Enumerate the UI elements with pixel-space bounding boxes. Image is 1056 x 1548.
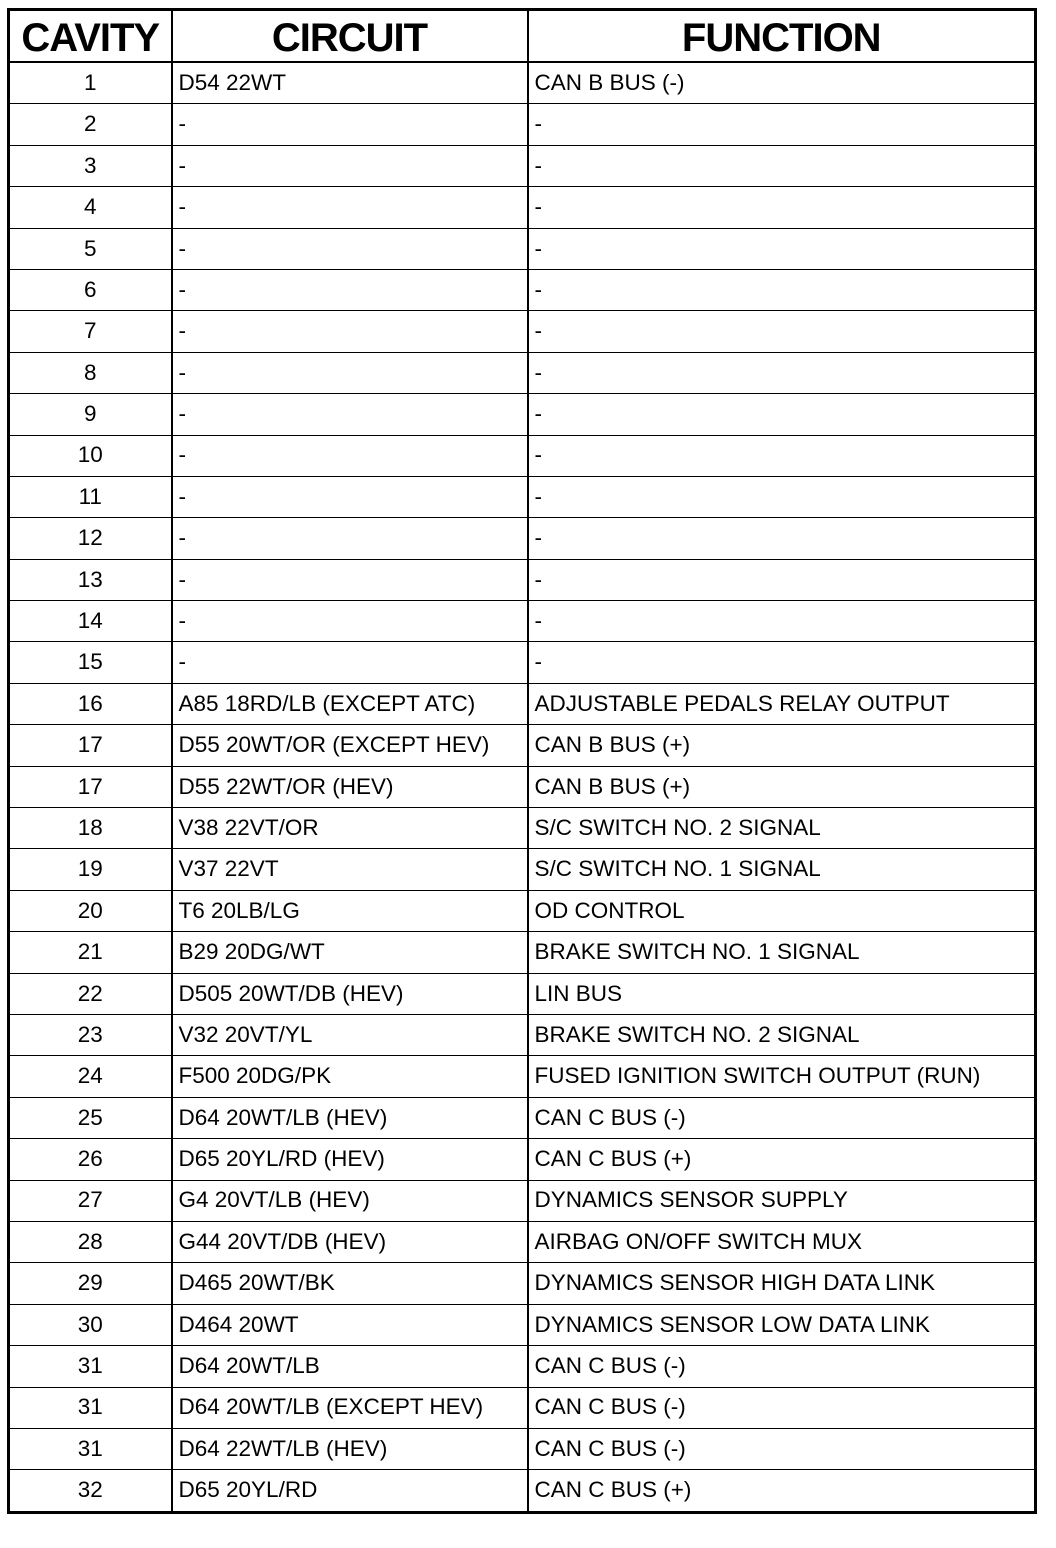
cavity-cell: 10 bbox=[9, 435, 172, 476]
table-row bbox=[9, 1346, 1036, 1387]
table-row bbox=[9, 1470, 1036, 1512]
cavity-cell: 30 bbox=[9, 1304, 172, 1345]
table-row bbox=[9, 1387, 1036, 1428]
table-row bbox=[9, 62, 1036, 104]
table-row bbox=[9, 435, 1036, 476]
function-cell: CAN C BUS (-) bbox=[528, 1387, 1036, 1428]
circuit-cell: G4 20VT/LB (HEV) bbox=[172, 1180, 528, 1221]
table-row bbox=[9, 311, 1036, 352]
function-cell: CAN C BUS (-) bbox=[528, 1346, 1036, 1387]
cavity-cell: 25 bbox=[9, 1097, 172, 1138]
header-row bbox=[9, 10, 1036, 63]
cavity-cell: 11 bbox=[9, 476, 172, 517]
cavity-cell: 26 bbox=[9, 1139, 172, 1180]
table-row bbox=[9, 1056, 1036, 1097]
function-cell: - bbox=[528, 187, 1036, 228]
cavity-cell: 3 bbox=[9, 145, 172, 186]
circuit-cell: - bbox=[172, 394, 528, 435]
function-cell: - bbox=[528, 269, 1036, 310]
function-cell: CAN B BUS (-) bbox=[528, 62, 1036, 104]
table-row bbox=[9, 890, 1036, 931]
function-cell: CAN C BUS (-) bbox=[528, 1097, 1036, 1138]
function-cell: BRAKE SWITCH NO. 1 SIGNAL bbox=[528, 932, 1036, 973]
table-row bbox=[9, 1263, 1036, 1304]
circuit-cell: G44 20VT/DB (HEV) bbox=[172, 1221, 528, 1262]
cavity-cell: 17 bbox=[9, 725, 172, 766]
function-cell: - bbox=[528, 394, 1036, 435]
cavity-cell: 27 bbox=[9, 1180, 172, 1221]
circuit-cell: D64 22WT/LB (HEV) bbox=[172, 1428, 528, 1469]
function-cell: LIN BUS bbox=[528, 973, 1036, 1014]
circuit-cell: A85 18RD/LB (EXCEPT ATC) bbox=[172, 683, 528, 724]
circuit-cell: - bbox=[172, 518, 528, 559]
cavity-cell: 32 bbox=[9, 1470, 172, 1512]
circuit-cell: - bbox=[172, 187, 528, 228]
table-row bbox=[9, 1097, 1036, 1138]
table-row bbox=[9, 1304, 1036, 1345]
function-cell: FUSED IGNITION SWITCH OUTPUT (RUN) bbox=[528, 1056, 1036, 1097]
function-cell: CAN B BUS (+) bbox=[528, 766, 1036, 807]
cavity-cell: 31 bbox=[9, 1428, 172, 1469]
circuit-cell: D55 22WT/OR (HEV) bbox=[172, 766, 528, 807]
cavity-cell: 2 bbox=[9, 104, 172, 145]
function-cell: S/C SWITCH NO. 1 SIGNAL bbox=[528, 849, 1036, 890]
function-cell: - bbox=[528, 352, 1036, 393]
cavity-cell: 29 bbox=[9, 1263, 172, 1304]
cavity-cell: 7 bbox=[9, 311, 172, 352]
cavity-cell: 16 bbox=[9, 683, 172, 724]
circuit-cell: - bbox=[172, 228, 528, 269]
table-row bbox=[9, 187, 1036, 228]
table-row bbox=[9, 808, 1036, 849]
table-row bbox=[9, 228, 1036, 269]
circuit-cell: T6 20LB/LG bbox=[172, 890, 528, 931]
function-cell: DYNAMICS SENSOR LOW DATA LINK bbox=[528, 1304, 1036, 1345]
table-row bbox=[9, 1221, 1036, 1262]
circuit-cell: D64 20WT/LB (EXCEPT HEV) bbox=[172, 1387, 528, 1428]
function-cell: BRAKE SWITCH NO. 2 SIGNAL bbox=[528, 1014, 1036, 1055]
cavity-cell: 31 bbox=[9, 1387, 172, 1428]
circuit-cell: D464 20WT bbox=[172, 1304, 528, 1345]
circuit-cell: D55 20WT/OR (EXCEPT HEV) bbox=[172, 725, 528, 766]
cavity-cell: 5 bbox=[9, 228, 172, 269]
function-cell: DYNAMICS SENSOR SUPPLY bbox=[528, 1180, 1036, 1221]
cavity-cell: 19 bbox=[9, 849, 172, 890]
table-row bbox=[9, 1139, 1036, 1180]
circuit-cell: D505 20WT/DB (HEV) bbox=[172, 973, 528, 1014]
header-circuit: CIRCUIT bbox=[172, 10, 528, 63]
header-function: FUNCTION bbox=[528, 10, 1036, 63]
circuit-cell: D65 20YL/RD bbox=[172, 1470, 528, 1512]
cavity-cell: 21 bbox=[9, 932, 172, 973]
function-cell: CAN C BUS (-) bbox=[528, 1428, 1036, 1469]
table-row bbox=[9, 352, 1036, 393]
table-row bbox=[9, 973, 1036, 1014]
circuit-cell: - bbox=[172, 269, 528, 310]
cavity-cell: 24 bbox=[9, 1056, 172, 1097]
cavity-cell: 31 bbox=[9, 1346, 172, 1387]
table-row bbox=[9, 145, 1036, 186]
cavity-cell: 20 bbox=[9, 890, 172, 931]
table-row bbox=[9, 518, 1036, 559]
function-cell: - bbox=[528, 145, 1036, 186]
circuit-cell: F500 20DG/PK bbox=[172, 1056, 528, 1097]
cavity-cell: 12 bbox=[9, 518, 172, 559]
cavity-cell: 4 bbox=[9, 187, 172, 228]
cavity-cell: 13 bbox=[9, 559, 172, 600]
table-row bbox=[9, 725, 1036, 766]
circuit-cell: - bbox=[172, 642, 528, 683]
function-cell: - bbox=[528, 559, 1036, 600]
table-row bbox=[9, 642, 1036, 683]
table-row bbox=[9, 849, 1036, 890]
table-body bbox=[9, 62, 1036, 1512]
circuit-cell: D54 22WT bbox=[172, 62, 528, 104]
circuit-cell: D64 20WT/LB bbox=[172, 1346, 528, 1387]
cavity-cell: 1 bbox=[9, 62, 172, 104]
cavity-cell: 17 bbox=[9, 766, 172, 807]
function-cell: CAN C BUS (+) bbox=[528, 1470, 1036, 1512]
circuit-cell: V32 20VT/YL bbox=[172, 1014, 528, 1055]
function-cell: - bbox=[528, 476, 1036, 517]
function-cell: CAN B BUS (+) bbox=[528, 725, 1036, 766]
function-cell: - bbox=[528, 311, 1036, 352]
table-row bbox=[9, 601, 1036, 642]
circuit-cell: - bbox=[172, 435, 528, 476]
connector-pinout-table bbox=[7, 8, 1037, 1514]
cavity-cell: 23 bbox=[9, 1014, 172, 1055]
circuit-cell: D65 20YL/RD (HEV) bbox=[172, 1139, 528, 1180]
cavity-cell: 22 bbox=[9, 973, 172, 1014]
circuit-cell: - bbox=[172, 476, 528, 517]
table-row bbox=[9, 766, 1036, 807]
function-cell: - bbox=[528, 435, 1036, 476]
function-cell: AIRBAG ON/OFF SWITCH MUX bbox=[528, 1221, 1036, 1262]
cavity-cell: 28 bbox=[9, 1221, 172, 1262]
function-cell: - bbox=[528, 518, 1036, 559]
table-row bbox=[9, 476, 1036, 517]
circuit-cell: D465 20WT/BK bbox=[172, 1263, 528, 1304]
cavity-cell: 14 bbox=[9, 601, 172, 642]
circuit-cell: D64 20WT/LB (HEV) bbox=[172, 1097, 528, 1138]
cavity-cell: 8 bbox=[9, 352, 172, 393]
cavity-cell: 15 bbox=[9, 642, 172, 683]
table-row bbox=[9, 104, 1036, 145]
function-cell: DYNAMICS SENSOR HIGH DATA LINK bbox=[528, 1263, 1036, 1304]
header-cavity: CAVITY bbox=[9, 10, 172, 63]
circuit-cell: - bbox=[172, 559, 528, 600]
function-cell: CAN C BUS (+) bbox=[528, 1139, 1036, 1180]
cavity-cell: 9 bbox=[9, 394, 172, 435]
circuit-cell: - bbox=[172, 311, 528, 352]
table-row bbox=[9, 269, 1036, 310]
circuit-cell: - bbox=[172, 104, 528, 145]
circuit-cell: - bbox=[172, 352, 528, 393]
circuit-cell: B29 20DG/WT bbox=[172, 932, 528, 973]
function-cell: ADJUSTABLE PEDALS RELAY OUTPUT bbox=[528, 683, 1036, 724]
table-row bbox=[9, 932, 1036, 973]
table-row bbox=[9, 1428, 1036, 1469]
circuit-cell: V38 22VT/OR bbox=[172, 808, 528, 849]
function-cell: - bbox=[528, 642, 1036, 683]
function-cell: - bbox=[528, 601, 1036, 642]
table-row bbox=[9, 683, 1036, 724]
table-row bbox=[9, 559, 1036, 600]
table-row bbox=[9, 394, 1036, 435]
circuit-cell: - bbox=[172, 601, 528, 642]
cavity-cell: 6 bbox=[9, 269, 172, 310]
cavity-cell: 18 bbox=[9, 808, 172, 849]
function-cell: S/C SWITCH NO. 2 SIGNAL bbox=[528, 808, 1036, 849]
circuit-cell: V37 22VT bbox=[172, 849, 528, 890]
table-row bbox=[9, 1180, 1036, 1221]
circuit-cell: - bbox=[172, 145, 528, 186]
function-cell: - bbox=[528, 104, 1036, 145]
function-cell: - bbox=[528, 228, 1036, 269]
function-cell: OD CONTROL bbox=[528, 890, 1036, 931]
table-row bbox=[9, 1014, 1036, 1055]
